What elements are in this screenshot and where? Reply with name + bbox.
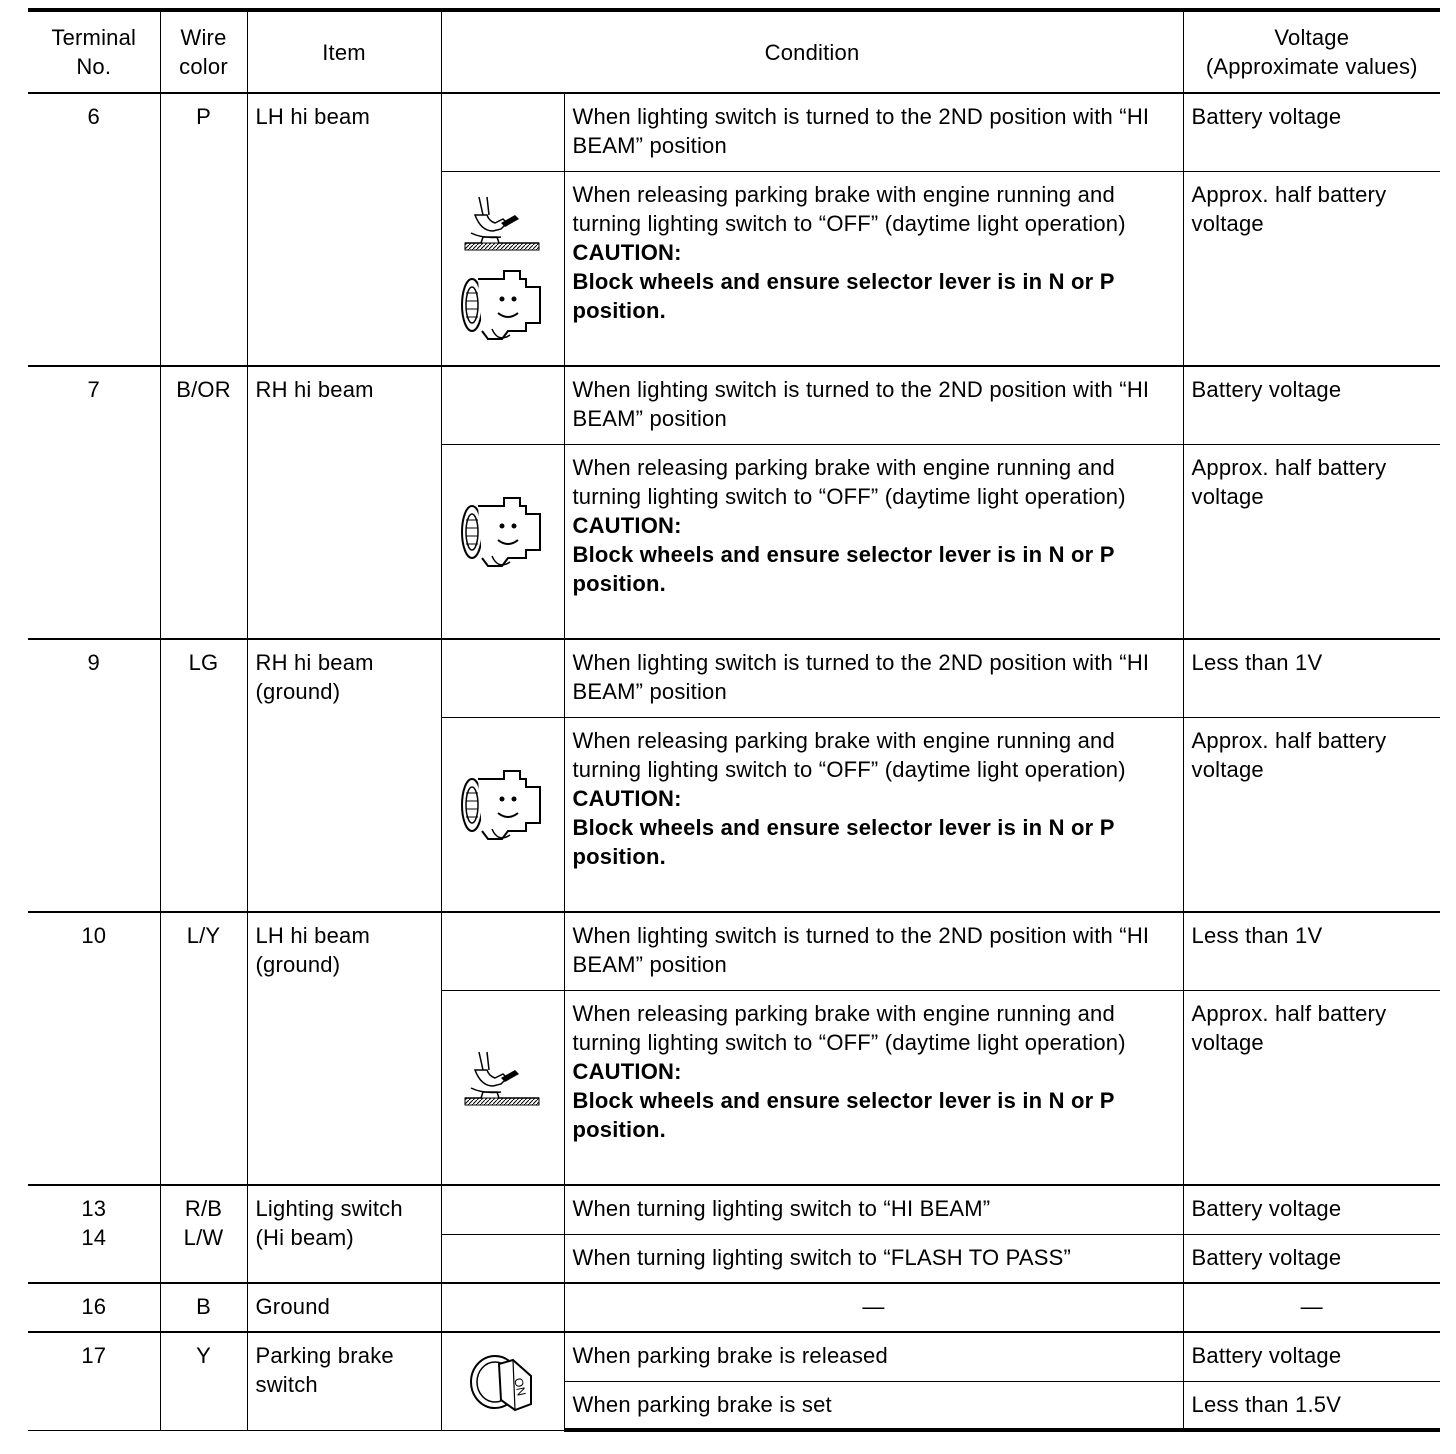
caution-text: Block wheels and ensure selector lever is in N or P position. (572, 541, 1115, 596)
terminal-table (28, 8, 1440, 1432)
item-name: Lighting switch (Hi beam) (247, 1185, 441, 1283)
header-row (28, 10, 1440, 93)
item-name: RH hi beam (ground) (247, 639, 441, 912)
item-name: RH hi beam (247, 366, 441, 639)
caution-text: Block wheels and ensure selector lever is in N or P position. (572, 814, 1115, 869)
wire-color: B/OR (160, 366, 247, 639)
icon-cell (441, 171, 564, 366)
icon-cell (441, 1283, 564, 1332)
table-row (28, 1332, 1440, 1381)
condition-text: When turning lighting switch to “FLASH TO PASS” (564, 1234, 1183, 1283)
table-row (28, 1185, 1440, 1234)
condition-text: When turning lighting switch to “HI BEAM” (564, 1185, 1183, 1234)
condition-text: — (564, 1283, 1183, 1332)
terminal-no: 16 (28, 1283, 160, 1332)
wire-color: R/B L/W (160, 1185, 247, 1283)
terminal-no: 13 14 (28, 1185, 160, 1283)
voltage-value: — (1183, 1283, 1440, 1332)
header-wire-color: Wire color (160, 10, 247, 93)
item-name: Ground (247, 1283, 441, 1332)
condition-text: When parking brake is released (564, 1332, 1183, 1381)
header-condition: Condition (441, 10, 1183, 93)
voltage-value: Approx. half battery voltage (1183, 171, 1440, 366)
icon-cell (441, 93, 564, 171)
header-item: Item (247, 10, 441, 93)
icon-cell (441, 717, 564, 912)
voltage-value: Less than 1V (1183, 912, 1440, 990)
table-row (28, 1283, 1440, 1332)
icon-cell (441, 366, 564, 444)
engine-running-icon (458, 492, 548, 570)
terminal-no: 10 (28, 912, 160, 1185)
table-row (28, 912, 1440, 990)
header-terminal: Terminal No. (28, 10, 160, 93)
wire-color: P (160, 93, 247, 366)
caution-label: CAUTION: (572, 239, 682, 265)
engine-running-icon (458, 765, 548, 843)
caution-text: Block wheels and ensure selector lever is in N or P position. (572, 1087, 1115, 1142)
condition-text: When releasing parking brake with engine running and turning lighting switch to “OFF” (daytime light operation) CAUTION: Block wheels and ensure selector lever is in N or P position. (564, 171, 1183, 366)
header-voltage: Voltage (Approximate values) (1183, 10, 1440, 93)
voltage-value: Less than 1.5V (1183, 1381, 1440, 1430)
table-row (28, 93, 1440, 171)
caution-label: CAUTION: (572, 512, 682, 538)
caution-label: CAUTION: (572, 1058, 682, 1084)
parking-brake-pedal-icon (461, 1048, 545, 1108)
voltage-value: Battery voltage (1183, 1332, 1440, 1381)
terminal-no: 7 (28, 366, 160, 639)
item-name: LH hi beam (247, 93, 441, 366)
condition-text: When parking brake is set (564, 1381, 1183, 1430)
voltage-value: Battery voltage (1183, 366, 1440, 444)
parking-brake-pedal-icon (461, 193, 545, 253)
icon-cell (441, 1234, 564, 1283)
table-row (28, 366, 1440, 444)
voltage-value: Less than 1V (1183, 639, 1440, 717)
voltage-value: Battery voltage (1183, 93, 1440, 171)
ign-on-label: ON (510, 1376, 529, 1398)
condition-text: When releasing parking brake with engine running and turning lighting switch to “OFF” (daytime light operation) CAUTION: Block wheels and ensure selector lever is in N or P position. (564, 444, 1183, 639)
icon-cell (441, 444, 564, 639)
item-name: LH hi beam (ground) (247, 912, 441, 1185)
voltage-value: Approx. half battery voltage (1183, 717, 1440, 912)
voltage-value: Battery voltage (1183, 1185, 1440, 1234)
caution-label: CAUTION: (572, 785, 682, 811)
voltage-value: Approx. half battery voltage (1183, 990, 1440, 1185)
engine-running-icon (458, 265, 548, 343)
voltage-value: Battery voltage (1183, 1234, 1440, 1283)
condition-text: When lighting switch is turned to the 2ND position with “HI BEAM” position (564, 93, 1183, 171)
terminal-no: 9 (28, 639, 160, 912)
icon-cell (441, 990, 564, 1185)
condition-text: When lighting switch is turned to the 2ND position with “HI BEAM” position (564, 639, 1183, 717)
item-name: Parking brake switch (247, 1332, 441, 1430)
icon-cell (441, 1185, 564, 1234)
wire-color: Y (160, 1332, 247, 1430)
condition-text: When lighting switch is turned to the 2ND position with “HI BEAM” position (564, 912, 1183, 990)
condition-text: When releasing parking brake with engine running and turning lighting switch to “OFF” (daytime light operation) CAUTION: Block wheels and ensure selector lever is in N or P position. (564, 990, 1183, 1185)
icon-cell (441, 1332, 564, 1430)
condition-text: When releasing parking brake with engine running and turning lighting switch to “OFF” (daytime light operation) CAUTION: Block wheels and ensure selector lever is in N or P position. (564, 717, 1183, 912)
voltage-value: Approx. half battery voltage (1183, 444, 1440, 639)
wire-color: B (160, 1283, 247, 1332)
condition-text: When lighting switch is turned to the 2ND position with “HI BEAM” position (564, 366, 1183, 444)
icon-cell (441, 912, 564, 990)
caution-text: Block wheels and ensure selector lever is in N or P position. (572, 268, 1115, 323)
wire-color: L/Y (160, 912, 247, 1185)
ignition-on-icon (465, 1346, 541, 1416)
wire-color: LG (160, 639, 247, 912)
terminal-no: 17 (28, 1332, 160, 1430)
icon-cell (441, 639, 564, 717)
table-row (28, 639, 1440, 717)
terminal-no: 6 (28, 93, 160, 366)
